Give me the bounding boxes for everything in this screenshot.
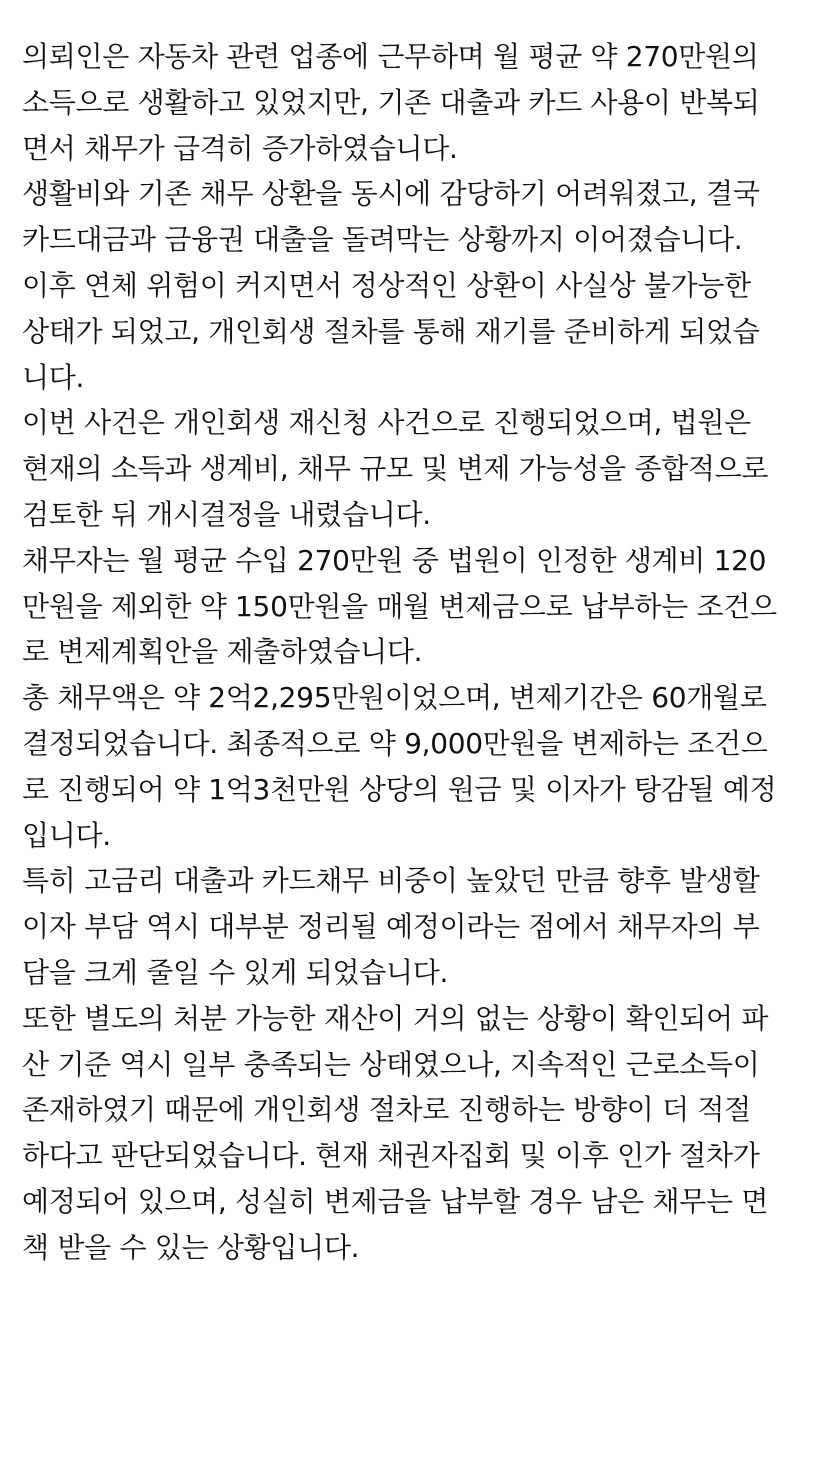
text-line: 로 변제계획안을 제출하였습니다. [22, 635, 423, 669]
text-line: 카드대금과 금융권 대출을 돌려막는 상황까지 이어졌습니다. [22, 223, 743, 257]
text-line: 존재하였기 때문에 개인회생 절차로 진행하는 방향이 더 적절 [22, 1093, 751, 1127]
text-line: 특히 고금리 대출과 카드채무 비중이 높았던 만큼 향후 발생할 [22, 864, 760, 898]
text-line: 산 기준 역시 일부 충족되는 상태였으나, 지속적인 근로소득이 [22, 1047, 760, 1081]
text-line: 소득으로 생활하고 있었지만, 기존 대출과 카드 사용이 반복되 [22, 85, 760, 119]
text-line: 생활비와 기존 채무 상환을 동시에 감당하기 어려워졌고, 결국 [22, 177, 760, 211]
text-line: 담을 크게 줄일 수 있게 되었습니다. [22, 955, 449, 989]
text-line: 이번 사건은 개인회생 재신청 사건으로 진행되었으며, 법원은 [22, 406, 751, 440]
text-line: 채무자는 월 평균 수입 270만원 중 법원이 인정한 생계비 120 [22, 543, 767, 577]
text-line: 이자 부담 역시 대부분 정리될 예정이라는 점에서 채무자의 부 [22, 910, 760, 944]
text-line: 만원을 제외한 약 150만원을 매월 변제금으로 납부하는 조건으 [22, 589, 777, 623]
text-line: 면서 채무가 급격히 증가하였습니다. [22, 131, 458, 165]
text-line: 검토한 뒤 개시결정을 내렸습니다. [22, 497, 431, 531]
text-line: 책 받을 수 있는 상황입니다. [22, 1230, 360, 1264]
text-line: 하다고 판단되었습니다. 현재 채권자집회 및 이후 인가 절차가 [22, 1139, 760, 1173]
text-line: 이후 연체 위험이 커지면서 정상적인 상환이 사실상 불가능한 [22, 268, 751, 302]
text-line: 로 진행되어 약 1억3천만원 상당의 원금 및 이자가 탕감될 예정 [22, 772, 777, 806]
case-summary-text [22, 34, 798, 1271]
text-line: 현재의 소득과 생계비, 채무 규모 및 변제 가능성을 종합적으로 [22, 452, 769, 486]
text-line: 입니다. [22, 818, 111, 852]
text-line: 총 채무액은 약 2억2,295만원이었으며, 변제기간은 60개월로 [22, 681, 767, 715]
text-line: 또한 별도의 처분 가능한 재산이 거의 없는 상황이 확인되어 파 [22, 1001, 769, 1035]
text-line: 상태가 되었고, 개인회생 절차를 통해 재기를 준비하게 되었습 [22, 314, 760, 348]
text-line: 예정되어 있으며, 성실히 변제금을 납부할 경우 남은 채무는 면 [22, 1184, 769, 1218]
text-line: 니다. [22, 360, 85, 394]
text-line: 결정되었습니다. 최종적으로 약 9,000만원을 변제하는 조건으 [22, 726, 768, 760]
text-line: 의뢰인은 자동차 관련 업종에 근무하며 월 평균 약 270만원의 [22, 40, 759, 73]
